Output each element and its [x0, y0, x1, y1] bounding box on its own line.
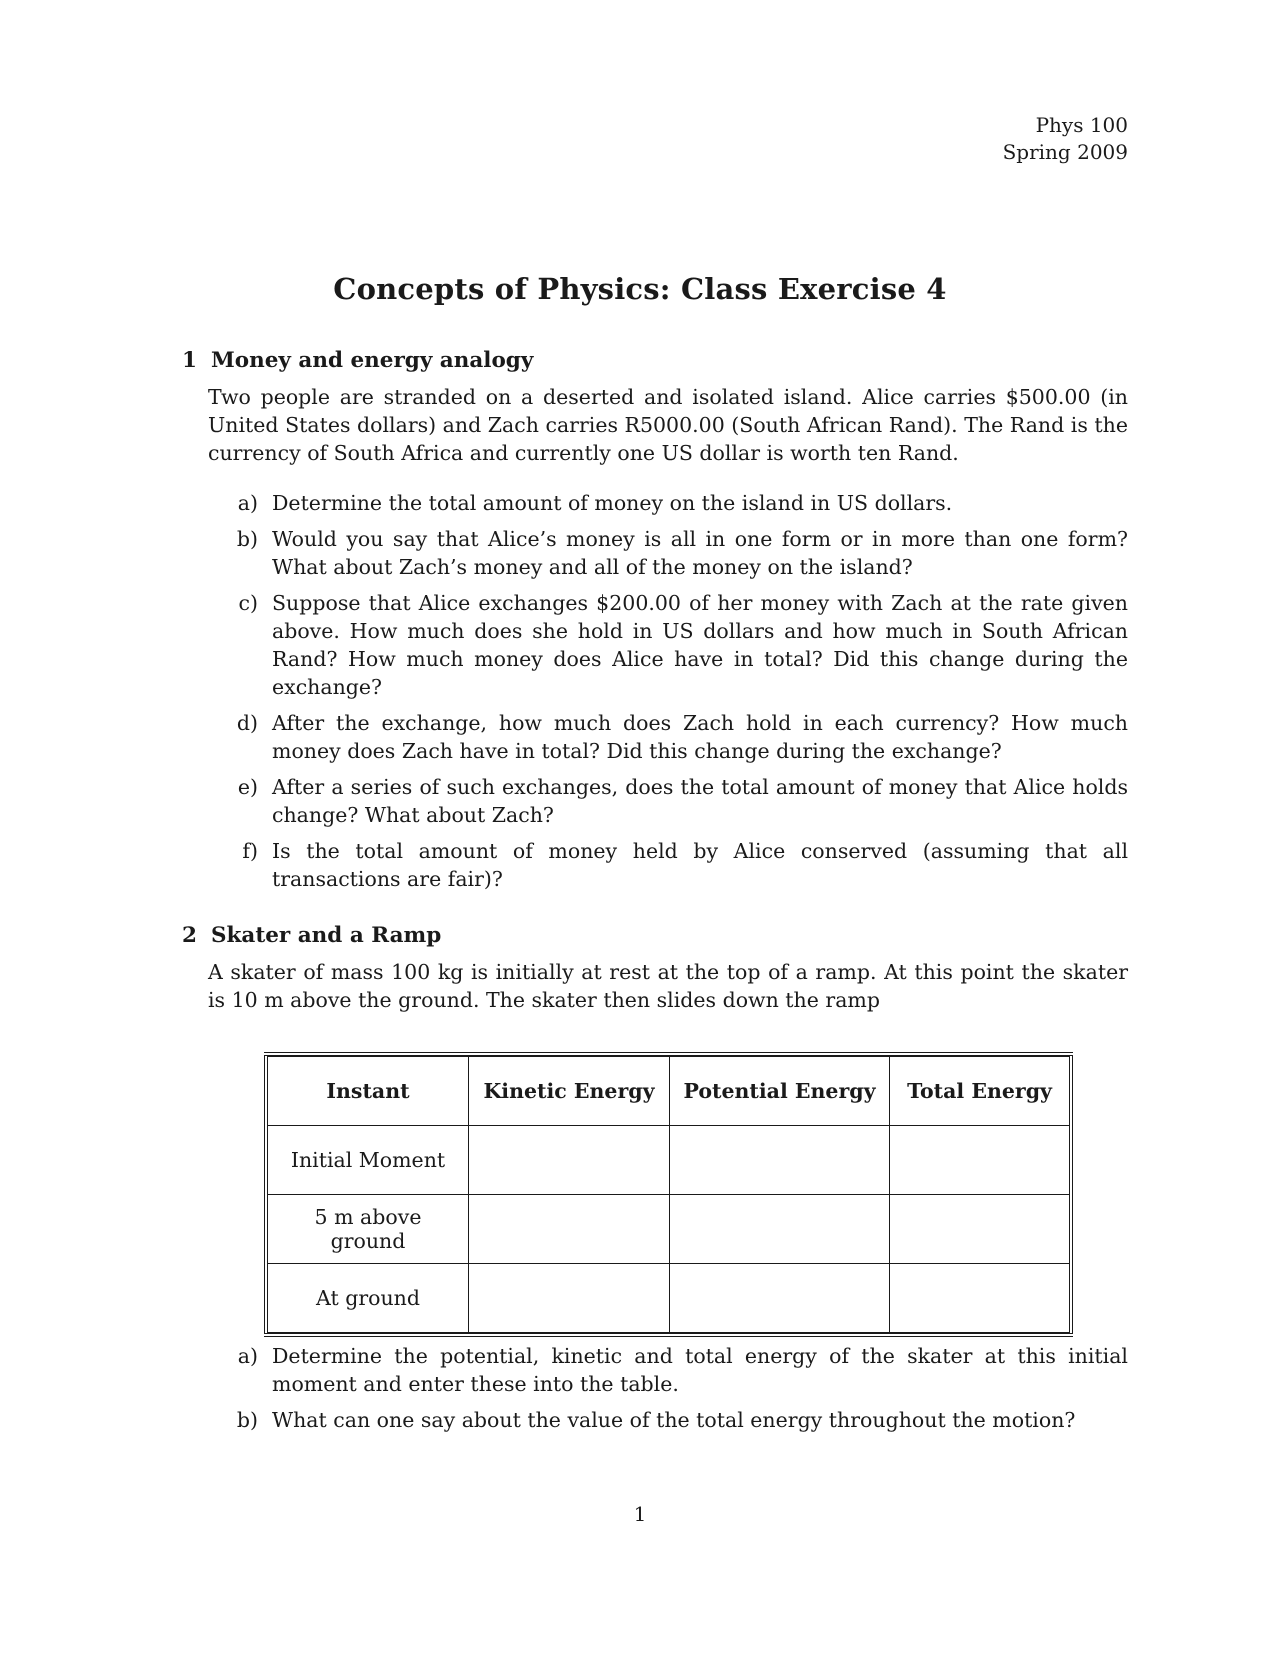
question-label: c): [238, 591, 258, 615]
course-code: Phys 100: [1035, 113, 1128, 137]
question-text: Is the total amount of money held by Alice conserved (assuming that all transactions are fair)?: [272, 839, 1128, 891]
question-text: Suppose that Alice exchanges $200.00 of her money with Zach at the rate given above. How much does she hold in US dollars and how much in South African Rand? How much money does Alice have in total? Did this change during the exchange?: [272, 591, 1128, 699]
energy-table: [264, 1056, 1073, 1333]
kinetic-energy-cell[interactable]: [469, 1195, 670, 1264]
table-row: [266, 1264, 1071, 1333]
section-heading: [182, 347, 1128, 375]
header-total-energy: Total Energy: [890, 1057, 1072, 1126]
table-header-row: [266, 1057, 1071, 1126]
question-item: [222, 837, 1128, 893]
potential-energy-cell[interactable]: [670, 1126, 890, 1195]
question-text: After the exchange, how much does Zach hold in each currency? How much money does Zach have in total? Did this change during the exchange?: [272, 711, 1128, 763]
row-instant: Initial Moment: [266, 1126, 469, 1195]
header-kinetic-energy: Kinetic Energy: [469, 1057, 670, 1126]
row-instant: 5 m above ground: [266, 1195, 469, 1264]
row-instant: At ground: [266, 1264, 469, 1333]
question-list: [222, 489, 1128, 893]
section-number: 2: [182, 923, 197, 948]
question-text: After a series of such exchanges, does the total amount of money that Alice holds change? What about Zach?: [272, 775, 1128, 827]
question-text: Determine the potential, kinetic and total energy of the skater at this initial moment and enter these into the table.: [272, 1344, 1128, 1396]
question-item: [222, 773, 1128, 829]
section-intro: Two people are stranded on a deserted and isolated island. Alice carries $500.00 (in United States dollars) and Zach carries R5000.00 (South African Rand). The Rand is the currency of South Africa and currently one US dollar is worth ten Rand.: [208, 385, 1128, 465]
section-title: Money and energy analogy: [210, 348, 534, 373]
section-skater-questions: [182, 1342, 1128, 1442]
section-number: 1: [182, 348, 197, 373]
course-term: Spring 2009: [1002, 140, 1128, 164]
question-label: b): [236, 1408, 258, 1432]
section-intro: A skater of mass 100 kg is initially at rest at the top of a ramp. At this point the skater is 10 m above the ground. The skater then slides down the ramp: [208, 960, 1128, 1012]
kinetic-energy-cell[interactable]: [469, 1264, 670, 1333]
total-energy-cell[interactable]: [890, 1264, 1072, 1333]
question-item: [222, 1342, 1128, 1398]
header-potential-energy: Potential Energy: [670, 1057, 890, 1126]
section-money-energy: [182, 347, 1128, 901]
potential-energy-cell[interactable]: [670, 1195, 890, 1264]
section-skater-ramp: [182, 922, 1128, 1014]
section-heading: [182, 922, 1128, 950]
question-label: a): [237, 491, 258, 515]
total-energy-cell[interactable]: [890, 1126, 1072, 1195]
question-text: What can one say about the value of the total energy throughout the motion?: [272, 1408, 1076, 1432]
question-item: [222, 525, 1128, 581]
page-title: Concepts of Physics: Class Exercise 4: [333, 272, 947, 306]
question-label: b): [236, 527, 258, 551]
question-text: Determine the total amount of money on the island in US dollars.: [272, 491, 953, 515]
question-item: [222, 589, 1128, 701]
course-info: [1003, 112, 1128, 166]
table-row: [266, 1195, 1071, 1264]
total-energy-cell[interactable]: [890, 1195, 1072, 1264]
section-title: Skater and a Ramp: [210, 923, 442, 948]
question-text: Would you say that Alice’s money is all in one form or in more than one form? What about Zach’s money and all of the money on the island?: [272, 527, 1128, 579]
kinetic-energy-cell[interactable]: [469, 1126, 670, 1195]
table-row: [266, 1126, 1071, 1195]
energy-table-frame: [264, 1052, 1073, 1337]
question-label: e): [237, 775, 258, 799]
question-label: f): [242, 839, 258, 863]
question-label: a): [237, 1344, 258, 1368]
potential-energy-cell[interactable]: [670, 1264, 890, 1333]
question-item: [222, 1406, 1128, 1434]
header-instant: Instant: [266, 1057, 469, 1126]
page-number: 1: [633, 1502, 647, 1526]
question-label: d): [236, 711, 258, 735]
question-item: [222, 489, 1128, 517]
question-list: [222, 1342, 1128, 1434]
question-item: [222, 709, 1128, 765]
